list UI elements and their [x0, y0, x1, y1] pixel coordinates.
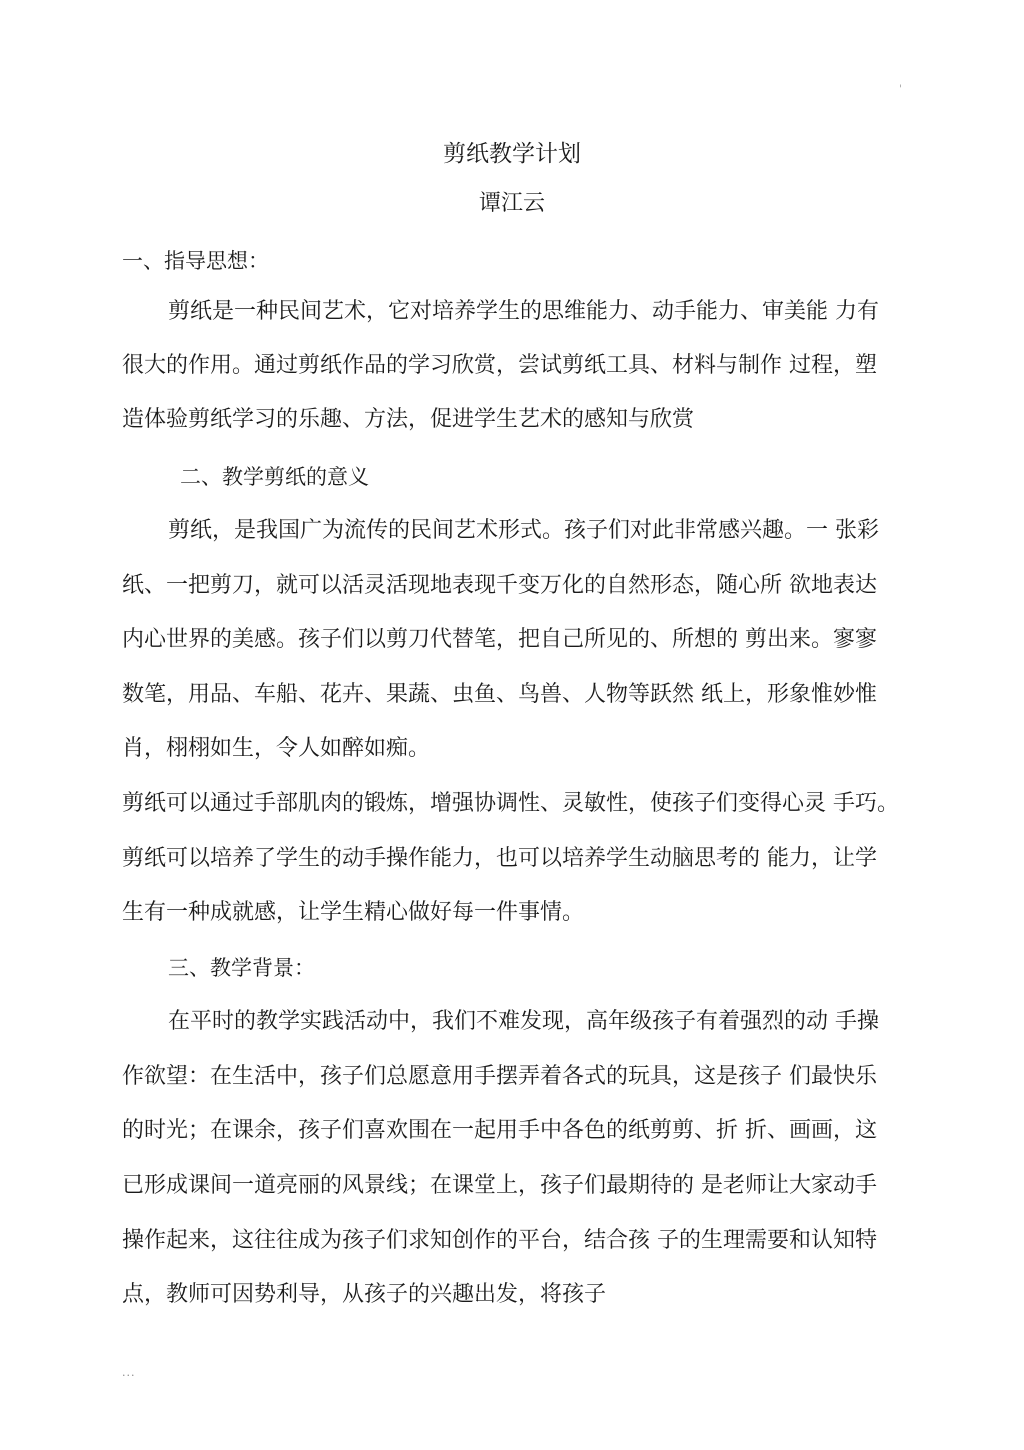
document-title: 剪纸教学计划 [443, 141, 581, 167]
paragraph-line: 剪纸，是我国广为流传的民间艺术形式。孩子们对此非常感兴趣。一 张彩 [168, 518, 879, 543]
section-1-heading: 一、指导思想： [122, 249, 269, 273]
header-mark: ' [899, 84, 902, 95]
paragraph-line: 点，教师可因势利导，从孩子的兴趣出发，将孩子 [122, 1282, 607, 1307]
paragraph-line: 剪纸可以培养了学生的动手操作能力，也可以培养学生动脑思考的 能力，让学 [122, 846, 877, 871]
paragraph-line: 的时光；在课余，孩子们喜欢围在一起用手中各色的纸剪剪、折 折、画画，这 [122, 1118, 877, 1143]
section-2-heading: 二、教学剪纸的意义 [180, 465, 369, 489]
paragraph-line: 剪纸可以通过手部肌肉的锻炼，增强协调性、灵敏性，使孩子们变得心灵 手巧。 [122, 791, 899, 816]
document-author: 谭江云 [478, 191, 545, 216]
paragraph-line: 肖，栩栩如生，令人如醉如痴。 [122, 736, 431, 761]
paragraph-line: 纸、一把剪刀，就可以活灵活现地表现千变万化的自然形态，随心所 欲地表达 [122, 573, 877, 598]
paragraph-line: 在平时的教学实践活动中，我们不难发现，高年级孩子有着强烈的动 手操 [168, 1009, 879, 1034]
paragraph-line: 剪纸是一种民间艺术，它对培养学生的思维能力、动手能力、审美能 力有 [168, 299, 879, 324]
paragraph-line: 作欲望：在生活中，孩子们总愿意用手摆弄着各式的玩具，这是孩子 们最快乐 [122, 1064, 877, 1089]
section-3-heading: 三、教学背景： [168, 956, 315, 980]
paragraph-line: 已形成课间一道亮丽的风景线；在课堂上，孩子们最期待的 是老师让大家动手 [122, 1173, 877, 1198]
paragraph-line: 操作起来，这往往成为孩子们求知创作的平台，结合孩 子的生理需要和认知特 [122, 1228, 877, 1253]
paragraph-line: 很大的作用。通过剪纸作品的学习欣赏，尝试剪纸工具、材料与制作 过程，塑 [122, 353, 877, 378]
paragraph-line: 造体验剪纸学习的乐趣、方法，促进学生艺术的感知与欣赏 [122, 407, 695, 432]
footer-mark: ... [122, 1366, 136, 1379]
paragraph-line: 生有一种成就感，让学生精心做好每一件事情。 [122, 900, 585, 925]
paragraph-line: 数笔，用品、车船、花卉、果蔬、虫鱼、鸟兽、人物等跃然 纸上，形象惟妙惟 [122, 682, 877, 707]
paragraph-line: 内心世界的美感。孩子们以剪刀代替笔，把自己所见的、所想的 剪出来。寥寥 [122, 627, 877, 652]
